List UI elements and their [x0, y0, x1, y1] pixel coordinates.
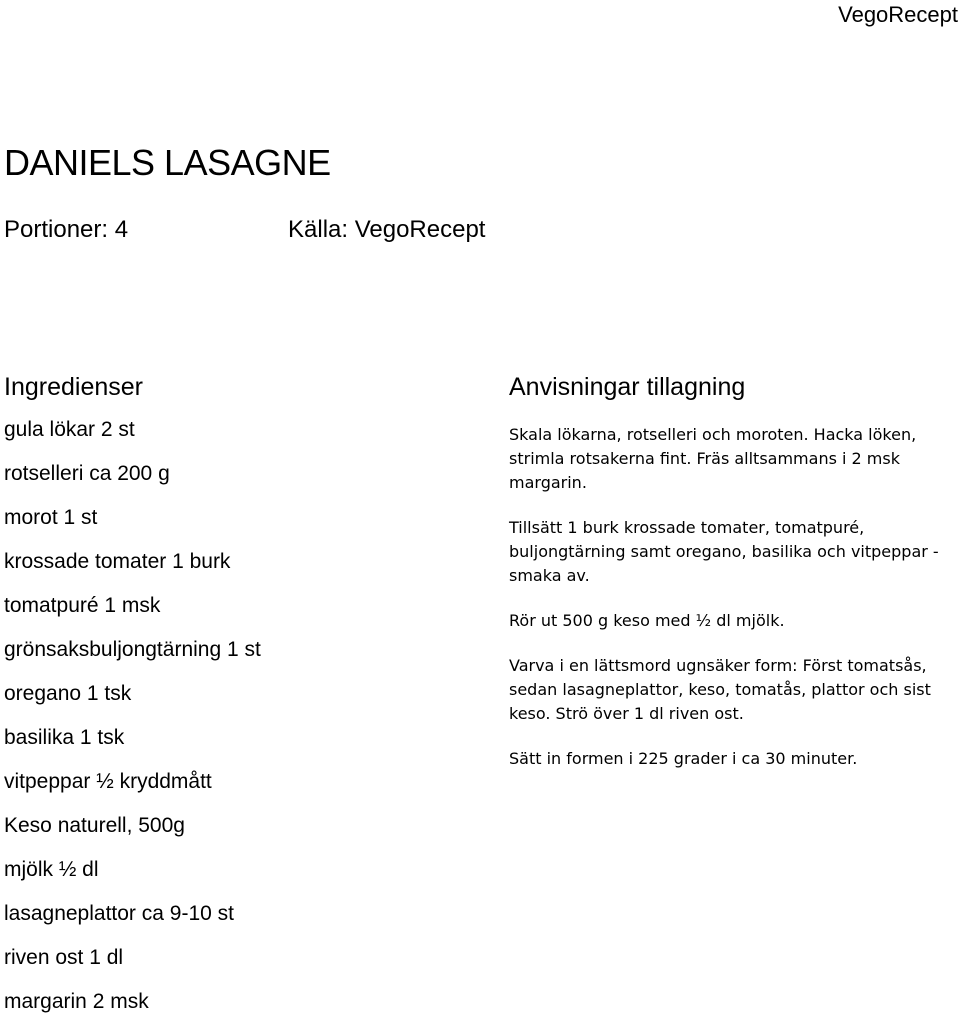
- site-name: VegoRecept: [838, 2, 958, 27]
- ingredient-item: morot 1 st: [4, 506, 98, 529]
- ingredient-item: basilika 1 tsk: [4, 726, 125, 749]
- ingredient-item: krossade tomater 1 burk: [4, 550, 231, 573]
- instructions-heading: Anvisningar tillagning: [509, 373, 746, 401]
- ingredient-item: riven ost 1 dl: [4, 946, 124, 969]
- ingredients-section: [4, 369, 474, 1027]
- instruction-step: Tillsätt 1 burk krossade tomater, tomatpuré, buljongtärning samt oregano, basilika och vitpeppar - smaka av.: [509, 518, 939, 585]
- ingredient-item: tomatpuré 1 msk: [4, 594, 161, 617]
- instruction-step: Skala lökarna, rotselleri och moroten. Hacka löken, strimla rotsakerna fint. Fräs alltsammans i 2 msk margarin.: [509, 425, 917, 492]
- instruction-step: Varva i en lättsmord ugnsäker form: Först tomatsås, sedan lasagneplattor, keso, tomatås, plattor och sist keso. Strö över 1 dl riven ost.: [509, 656, 931, 723]
- ingredient-item: margarin 2 msk: [4, 990, 149, 1013]
- instruction-step: Rör ut 500 g keso med ½ dl mjölk.: [509, 611, 785, 630]
- instructions-section: [509, 369, 949, 792]
- servings-label: Portioner: 4: [4, 216, 129, 243]
- ingredient-item: gula lökar 2 st: [4, 418, 135, 441]
- ingredients-heading: Ingredienser: [4, 373, 143, 401]
- source-label: Källa: VegoRecept: [288, 216, 486, 243]
- ingredient-item: Keso naturell, 500g: [4, 814, 185, 837]
- ingredient-item: rotselleri ca 200 g: [4, 462, 170, 485]
- ingredient-item: vitpeppar ½ kryddmått: [4, 770, 212, 793]
- ingredient-item: lasagneplattor ca 9-10 st: [4, 902, 234, 925]
- instruction-step: Sätt in formen i 225 grader i ca 30 minuter.: [509, 749, 858, 768]
- ingredient-item: oregano 1 tsk: [4, 682, 132, 705]
- ingredients-list: [4, 411, 474, 1027]
- recipe-title: DANIELS LASAGNE: [4, 142, 331, 183]
- ingredient-item: grönsaksbuljongtärning 1 st: [4, 638, 261, 661]
- ingredient-item: mjölk ½ dl: [4, 858, 99, 881]
